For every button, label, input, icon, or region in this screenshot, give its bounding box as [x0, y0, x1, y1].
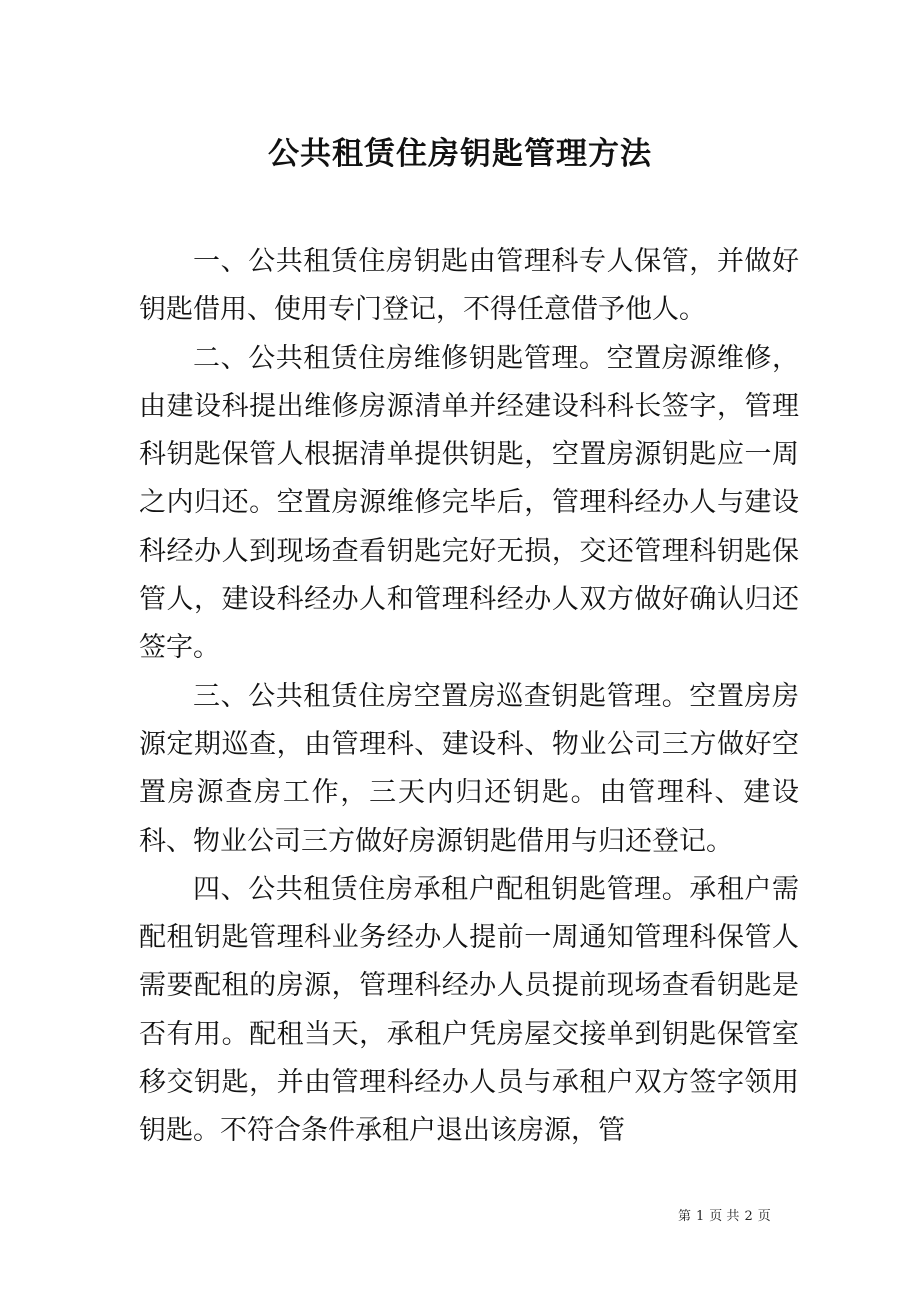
- paragraph-1: 一、公共租赁住房钥匙由管理科专人保管，并做好钥匙借用、使用专门登记，不得任意借予他人。: [139, 246, 799, 326]
- paragraph-2: 二、公共租赁住房维修钥匙管理。空置房源维修，由建设科提出维修房源清单并经建设科科长签字，管理科钥匙保管人根据清单提供钥匙，空置房源钥匙应一周之内归还。空置房源维修完毕后，管理科经办人与建设科经办人到现场查看钥匙完好无损，交还管理科钥匙保管人，建设科经办人和管理科经办人双方做好确认归还签字。: [139, 342, 799, 664]
- current-page-number: 1: [696, 1209, 705, 1224]
- page-label-suffix: 页: [757, 1209, 771, 1224]
- document-title: 公共租赁住房钥匙管理方法: [268, 136, 652, 172]
- page-number-footer: [678, 1208, 776, 1226]
- page-label-middle: 页 共: [709, 1209, 740, 1224]
- paragraph-4: 四、公共租赁住房承租户配租钥匙管理。承租户需配租钥匙管理科业务经办人提前一周通知管理科保管人需要配租的房源，管理科经办人员提前现场查看钥匙是否有用。配租当天，承租户凭房屋交接单到钥匙保管室移交钥匙，并由管理科经办人员与承租户双方签字领用钥匙。不符合条件承租户退出该房源，管: [139, 873, 799, 1147]
- document-body: [139, 238, 799, 1156]
- paragraph-3: 三、公共租赁住房空置房巡查钥匙管理。空置房房源定期巡查，由管理科、建设科、物业公司三方做好空置房源查房工作，三天内归还钥匙。由管理科、建设科、物业公司三方做好房源钥匙借用与归还登记。: [139, 680, 799, 857]
- total-page-count: 2: [744, 1209, 753, 1224]
- page-label-prefix: 第: [678, 1209, 692, 1224]
